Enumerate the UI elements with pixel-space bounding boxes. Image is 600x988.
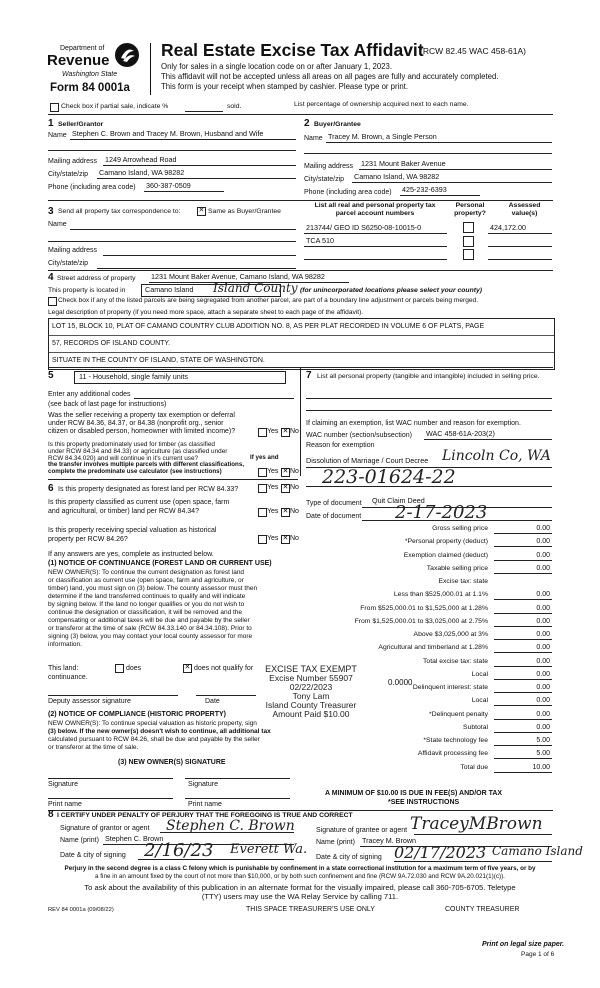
section7-divider [300,368,301,476]
same-as-buyer-label: Same as Buyer/Grantee [208,208,281,215]
buyer-name-line [326,142,552,143]
tax-row-label: From $1,525,000.01 to $3,025,000 at 2.75% [354,617,488,625]
tax-row-label: *State technology fee [423,737,488,744]
minimum-fee-note: A MINIMUM OF $10.00 IS DUE IN FEE(S) AND/OR TAX [325,790,503,797]
section3-name-line[interactable] [70,229,296,230]
stamp-line-1: EXCISE TAX EXEMPT [265,664,357,674]
see-back-note: (see back of last page for instructions) [48,401,167,408]
deputy-date-label: Date [205,698,220,705]
tax-row-line [494,573,552,574]
deputy-signature-line[interactable] [48,695,178,696]
if-yes-note: If any answers are yes, complete as instructed below. [48,551,214,558]
tax-row-label: Local [471,697,488,705]
new-owner-signature-1-label: Signature [48,781,78,788]
buyer-city-label: City/state/zip [304,176,345,183]
tax-row-label: Affidavit processing fee [417,750,488,758]
buyer-name-line-2 [304,153,552,154]
q-current-use-line-1: Is this property classified as current use (open space, farm [48,499,230,506]
buyer-mail-label: Mailing address [304,163,354,170]
new-owner-print-1-label: Print name [48,801,82,808]
notice-continuance-line: or transferor at the time of sale (RCW 84.33.140 or 84.34.108). Prior to [48,625,252,632]
seller-phone-label: Phone (including area code) [48,184,136,191]
q-exemption-yes-checkbox[interactable] [258,428,267,437]
same-as-buyer-checkbox[interactable] [197,207,206,216]
notice-compliance-line: (3) below. If the new owner(s) doesn't wish to continue, all additional tax [48,728,271,735]
parcel-row-3-personal-checkbox[interactable] [463,249,474,260]
q-historic-line-1: Is this property receiving special valuation as historical [48,527,217,534]
additional-codes-line[interactable] [134,398,294,399]
notice-continuance-line: continue the designation or classification, it will be removed and the [48,609,243,616]
reason-exemption-label: Reason for exemption [306,442,375,449]
tax-row-line [494,626,552,627]
deputy-signature-label: Deputy assessor signature [48,698,131,705]
section3-number: 3 [48,206,54,217]
section3-mail-label: Mailing address [48,247,98,254]
q-timber-yes-label: Yes [267,468,279,475]
q-current-use-yes-label: Yes [267,508,279,515]
reason-exemption-value[interactable]: Dissolution of Marriage / Court Decree [306,456,429,465]
parcels-header-list: List all real and personal property tax parcel account numbers [314,202,436,218]
q-timber-note-2: the transfer involves multiple parcels with different classifications, [48,461,244,468]
case-number-handwritten: 223-01624-22 [322,466,456,488]
parcels-header-assessed: Assessed value(s) [508,202,541,218]
legal-paper-note: Print on legal size paper. [482,941,565,948]
see-instructions-note: *SEE INSTRUCTIONS [388,799,460,806]
tax-row-line [494,732,552,733]
seller-city-label: City/state/zip [48,171,89,178]
tax-row-line [494,560,552,561]
notice-compliance-line: NEW OWNER(S): To continue special valuation as historic property, sign [48,720,257,727]
tax-row-label: *Personal property (deduct) [404,538,488,546]
seller-mail-value[interactable]: 1249 Arrowhead Road [105,155,177,164]
seller-mail-line [103,165,296,166]
notice-compliance-line: calculated pursuant to RCW 84.26, shall be due and payable by the seller [48,736,260,743]
section8-number: 8 [48,809,54,820]
q-current-use-no-label: No [290,508,299,515]
new-owner-print-2-line[interactable] [185,798,290,799]
grantee-city-handwritten: Camano Island [492,844,583,858]
q-forest-yes-label: Yes [267,484,279,491]
tax-row-value[interactable]: 0.00 [536,525,550,532]
header-line-2: This affidavit will not be accepted unless all areas on all pages are fully and accurately completed. [161,72,499,81]
buyer-mail-value[interactable]: 1231 Mount Baker Avenue [361,159,446,168]
tax-row-line [494,546,552,547]
accessibility-notice-2: (TTY) users may use the WA Relay Service by calling 711. [201,892,399,901]
tax-row-label: Less than $525,000.01 at 1.1% [393,591,488,599]
section7-text: List all personal property (tangible and intangible) included in selling price. [317,373,540,380]
grantor-name-value[interactable]: Stephen C. Brown [105,834,164,843]
new-owner-print-2-label: Print name [188,801,222,808]
tax-row-line [494,692,552,693]
page-number: Page 1 of 6 [521,951,555,958]
buyer-phone-line [400,195,480,196]
q-timber-yes-checkbox[interactable] [258,468,267,477]
section-rule-1 [48,200,553,201]
revision-label: REV 84 0001a (09/08/22) [48,907,114,913]
list-percentage-note: List percentage of ownership acquired next to each name. [294,101,469,108]
q-timber-line-1: Is this property predominately used for timber (as classified [48,441,215,448]
land-does-not-label: does not qualify for [194,665,254,672]
grantee-name-value[interactable]: Tracey M. Brown [362,836,417,845]
q-timber-note-3: complete the predominate use calculator (see instructions) [48,468,222,475]
notice-continuance-line: by signing below. If the land no longer qualifies or you do not wish to [48,601,245,608]
grantor-name-label: Name (print) [60,837,99,844]
tax-row-line [494,758,552,759]
q-exemption-line-1: Was the seller receiving a property tax exemption or deferral [48,412,235,419]
q-historic-no-label: No [290,535,299,542]
tax-row-value[interactable]: 0.00 [536,684,550,691]
tax-row-line [494,719,552,720]
stamp-line-2: Excise Number 55907 [269,673,353,684]
land-use-code-value: 11 - Household, single family units [79,372,188,381]
land-does-not-checkbox[interactable] [183,664,192,673]
dept-of-label: Department of [60,45,105,52]
personal-property-line-1[interactable] [306,398,552,399]
q-current-use-yes-checkbox[interactable] [258,508,267,517]
q-exemption-line-3: citizen or disabled person, homeowner with limited income)? [48,428,236,435]
tax-row-value[interactable]: 0.00 [536,617,550,625]
grantee-date-label: Date & city of signing [316,854,382,861]
tax-row-value[interactable]: 5.00 [536,750,550,758]
q-historic-yes-checkbox[interactable] [258,535,267,544]
tax-row-line [494,679,552,680]
tax-row-label: Agricultural and timberland at 1.28% [378,644,488,652]
legal-description-line-1: LOT 15, BLOCK 10, PLAT OF CAMANO COUNTRY CLUB ADDITION NO. 8, AS PER PLAT RECORDED IN VOLUME 6 OF PLATS, PAGE [49,319,554,336]
top-rule [48,114,553,115]
tax-row-label: Local [471,670,488,678]
wac-number-label: WAC number (section/subsection) [306,432,412,439]
section-rule-2 [48,270,553,271]
stamp-line-5: Island County Treasurer [265,700,357,711]
land-does-label: does [126,665,142,672]
tax-row-line [494,533,552,534]
revenue-logo-text: Revenue [47,52,110,69]
doc-date-label: Date of document [306,513,362,520]
new-owner-signature-2-line[interactable] [185,778,290,779]
parcel-row-1-line [304,233,447,234]
partial-percent-field[interactable] [185,111,223,112]
buyer-city-value[interactable]: Camano Island, WA 98282 [354,172,440,181]
perjury-notice-2: a fine in an amount fixed by the court of not more than $10,000, or by both such confinement and fine (RCW 9A.72.030 and RCW 9A.20.021(1)(c)). [95,873,505,880]
section5-number: 5 [48,370,54,381]
tax-row-line [494,666,552,667]
tax-row-value[interactable]: 0.00 [536,644,550,652]
excise-exempt-stamp [236,665,386,719]
legal-description-label: Legal description of property (if you need more space, attach a separate sheet to each page of the affidavit). [48,309,364,316]
q-current-use-no-checkbox[interactable] [281,508,290,517]
section3-city-line[interactable] [97,268,296,269]
wac-number-line [424,439,552,440]
tax-row-value[interactable]: 0.00 [536,551,550,559]
section3-city-label: City/state/zip [48,260,89,267]
new-owner-signature-2-label: Signature [188,781,218,788]
seller-city-line [97,178,296,179]
land-does-checkbox[interactable] [115,664,124,673]
q-historic-yes-label: Yes [267,535,279,542]
seller-name-value[interactable]: Stephen C. Brown and Tracey M. Brown, Husband and Wife [72,129,264,138]
tax-row-value[interactable]: 0.00 [536,591,550,599]
street-address-value[interactable]: 1231 Mount Baker Avenue, Camano Island, WA 98282 [151,272,325,281]
parcel-row-1-value[interactable]: 424,172.00 [490,223,526,232]
partial-sold-label: sold. [227,103,242,110]
tax-row-label: Total due [460,763,488,771]
grantee-date-handwritten: 02/17/2023 [394,843,487,862]
buyer-heading: Buyer/Grantee [314,121,361,128]
stamp-line-3: 02/22/2023 [289,682,333,693]
street-address-label: Street address of property [57,275,136,282]
tax-row-value[interactable]: 0.00 [536,604,550,612]
tax-row-line [494,613,552,614]
legal-description-line-2: 57, RECORDS OF ISLAND COUNTY. [49,336,554,353]
revenue-logo-icon [114,42,140,68]
tax-row-label: *Delinquent penalty [429,710,488,718]
seller-name-label: Name [48,132,67,139]
seller-heading: Seller/Grantor [58,121,104,128]
grantor-date-label: Date & city of signing [60,852,126,859]
segregated-label: Check box if any of the listed parcels are being segregated from another parcel, are part of a boundary line adjustment or parcels being merged. [58,297,479,304]
new-owner-signature-1-line[interactable] [48,778,173,779]
doc-type-value[interactable]: Quit Claim Deed [372,496,425,505]
q-timber-no-label: No [290,468,299,475]
notice-continuance-line: compensating or additional taxes will be due and payable by the seller [48,617,250,624]
q-timber-note-1: If yes and [250,454,279,461]
reason-handwritten: Lincoln Co, WA [442,448,551,464]
perjury-notice-1 [42,866,558,873]
continuance-label: continuance. [48,674,88,681]
q-forest-no-label: No [290,484,299,491]
located-in-handwritten: Island County [213,281,298,295]
grantor-city-handwritten: Everett Wa. [230,842,308,857]
tax-row-line [494,772,552,773]
header-line-3: This form is your receipt when stamped by cashier. Please type or print. [161,82,409,91]
grantor-signature-label: Signature of grantor or agent [60,825,150,832]
buyer-name-value[interactable]: Tracey M. Brown, a Single Person [328,132,437,141]
section3-name-label: Name [48,221,67,228]
notice-compliance-line: or transferor at the time of sale. [48,744,139,751]
notice-continuance-title: (1) NOTICE OF CONTINUANCE (FOREST LAND OR CURRENT USE) [48,560,272,567]
parcel-row-1-personal-checkbox[interactable] [463,222,474,233]
section3-name-line-2 [48,241,296,242]
parcel-row-3-line[interactable] [304,259,447,260]
tax-row-value[interactable]: 0.00 [536,723,550,731]
seller-phone-value[interactable]: 360-387-0509 [146,181,191,190]
section3-text: Send all property tax correspondence to: [58,208,181,215]
section3-mail-line[interactable] [103,255,296,256]
stamp-line-4: Tony Lam [292,691,330,702]
buyer-phone-label: Phone (including area code) [304,189,392,196]
treasurer-use-label: THIS SPACE TREASURER'S USE ONLY [246,906,375,913]
located-in-label: This property is located in [48,287,126,294]
seller-city-value[interactable]: Camano Island, WA 98282 [99,168,185,177]
exemption-claim-label: If claiming an exemption, list WAC number and reason for exemption. [306,420,521,427]
q-forest-no-checkbox[interactable] [281,484,290,493]
form-number: Form 84 0001a [50,82,130,94]
tax-row-label: Above $3,025,000 at 3% [413,631,488,638]
section-rule-5 [48,479,298,480]
tax-row-value[interactable]: 0.00 [536,564,550,572]
parcel-row-2-line [304,246,447,247]
q-timber-line-2: under RCW 84.34 and 84.33) or agriculture (as classified under [48,448,228,455]
notice-continuance-line: information. [48,641,82,648]
stamp-line-6: Amount Paid $10.00 [272,709,350,720]
tax-row-value[interactable]: 0.00 [536,710,550,718]
form-title: Real Estate Excise Tax Affidavit [161,40,424,60]
new-owner-print-1-line[interactable] [48,798,173,799]
header-divider [150,43,151,95]
tax-row-label: Subtotal [463,723,488,731]
buyer-name-label: Name [304,135,323,142]
tax-row-value[interactable]: 10.00 [532,763,550,771]
tax-row-line [494,652,552,653]
section6-number: 6 [48,483,54,494]
unincorporated-note: (for unincorporated locations please select your county) [300,287,483,294]
parcel-row-1-value-line [488,233,552,234]
legal-description-line-3: SITUATE IN THE COUNTY OF ISLAND, STATE OF WASHINGTON. [52,357,265,364]
wac-number-value[interactable]: WAC 458-61A-203(2) [426,429,495,438]
q-exemption-line-2: under RCW 84.36, 84.37, or 84.38 (nonprofit org., senior [48,420,224,427]
notice-compliance-title: (2) NOTICE OF COMPLIANCE (HISTORIC PROPERTY) [48,711,226,718]
tax-row-value[interactable]: 5.00 [536,737,550,744]
grantee-name-label: Name (print) [316,839,355,846]
notice-continuance-line: timber) land, you must sign on (3) below. The county assessor must then [48,585,258,592]
q-historic-no-checkbox[interactable] [281,535,290,544]
grantor-signature-handwritten: Stephen C. Brown [166,818,295,834]
partial-sale-checkbox[interactable] [50,103,59,112]
partial-sale-label: Check box if partial sale, indicate % [61,103,169,110]
tax-row-line [494,745,552,746]
notice-continuance-line: signing (3) below, you may contact your local county assessor for more [48,633,253,640]
tax-row-label: Delinquent interest: state [412,684,488,691]
grantee-signature-label: Signature of grantee or agent [316,827,408,834]
tax-row-label: Excise tax: state [438,578,488,585]
reason-line-2 [306,486,552,487]
grantee-signature-handwritten: TraceyMBrown [410,814,543,834]
notice-continuance-line: NEW OWNER(S): To continue the current designation as forest land [48,569,245,576]
tax-row-label: Exemption claimed (deduct) [403,551,488,559]
new-owner-signature-title: (3) NEW OWNER(S) SIGNATURE [118,759,226,766]
tax-row-label: Gross selling price [432,525,488,532]
q-timber-no-checkbox[interactable] [281,468,290,477]
personal-property-line-2[interactable] [306,410,552,411]
parcel-row-2-value-line[interactable] [488,246,552,247]
parcels-header-personal: Personal property? [454,202,486,218]
seller-phone-line [144,191,224,192]
state-label: Washington State [62,71,118,78]
q-exemption-no-checkbox[interactable] [281,428,290,437]
notice-continuance-line: determine if the land transferred continues to qualify and will indicate [48,593,246,600]
segregated-checkbox[interactable] [48,297,57,306]
additional-codes-label: Enter any additional codes [48,391,131,398]
buyer-city-line [352,182,552,183]
seller-mail-label: Mailing address [48,158,98,165]
q-current-use-line-2: and agricultural, or timber) land per RCW 84.34? [48,508,199,515]
q-historic-line-2: property per RCW 84.26? [48,536,128,543]
form-rcw: (RCW 82.45 WAC 458-61A) [420,46,526,56]
q-exemption-yes-label: Yes [267,428,279,435]
seller-name-line [70,139,296,140]
stamp-value: 0.0000 [388,678,413,687]
tax-row-label: Taxable selling price [426,564,488,572]
located-in-value: Camano Island [145,285,194,294]
doc-date-handwritten: 2-17-2023 [395,502,488,523]
accessibility-notice-1: To ask about the availability of this publication in an alternate format for the visually impaired, please call 360-705-6705. Teletype [84,883,516,892]
parcel-row-2-number[interactable]: TCA 510 [306,236,334,245]
this-land-label: This land: [48,665,79,672]
parcel-row-2-personal-checkbox[interactable] [463,236,474,247]
grantor-date-handwritten: 2/16/23 [144,840,214,861]
tax-row-label: Total excise tax: state [423,657,488,665]
parcel-row-1-number[interactable]: 213744/ GEO ID S6250-08-10015-0 [306,223,422,232]
legal-description-box[interactable] [48,318,555,370]
tax-row-value[interactable]: 0.00 [536,697,550,705]
q-timber-line-3: RCW 84.34.020) and will continue in it's current use? [48,455,199,462]
grantee-signature-line[interactable] [414,834,552,835]
buyer-section-number: 2 [304,118,310,129]
q-exemption-no-label: No [290,428,299,435]
certify-statement: I CERTIFY UNDER PENALTY OF PERJURY THAT THE FOREGOING IS TRUE AND CORRECT [57,812,353,819]
q-forest-label: Is this property designated as forest land per RCW 84.33? [58,486,239,493]
buyer-phone-value[interactable]: 425-232-6393 [402,185,447,194]
q-forest-yes-checkbox[interactable] [258,484,267,493]
tax-row-value[interactable]: 0.00 [536,657,550,665]
seller-section-number: 1 [48,118,54,129]
perjury-notice-text: Perjury in the second degree is a class C felony which is punishable by confinement in a state correctional institution for a maximum term of five years, or by [64,865,536,872]
tax-row-value[interactable]: 0.00 [536,670,550,678]
section4-number: 4 [48,272,54,283]
tax-row-value[interactable]: 0.00 [536,538,550,546]
parcel-row-3-value-line[interactable] [488,259,552,260]
section7-number: 7 [306,370,312,381]
tax-row-value[interactable]: 0.00 [536,631,550,638]
section8-rule [48,810,553,811]
header-line-1: Only for sales in a single location code on or after January 1, 2023. [161,62,393,71]
doc-type-label: Type of document [306,500,362,507]
notice-continuance-line: or classification as current use (open space, farm and agriculture, or [48,577,244,584]
tax-row-label: From $525,000.01 to $1,525,000 at 1.28% [360,604,488,612]
tax-row-line [494,705,552,706]
buyer-mail-line [359,169,552,170]
tax-row-line [494,639,552,640]
county-treasurer-label: COUNTY TREASURER [445,906,520,913]
tax-row-line [494,599,552,600]
seller-name-line-2 [48,150,296,151]
